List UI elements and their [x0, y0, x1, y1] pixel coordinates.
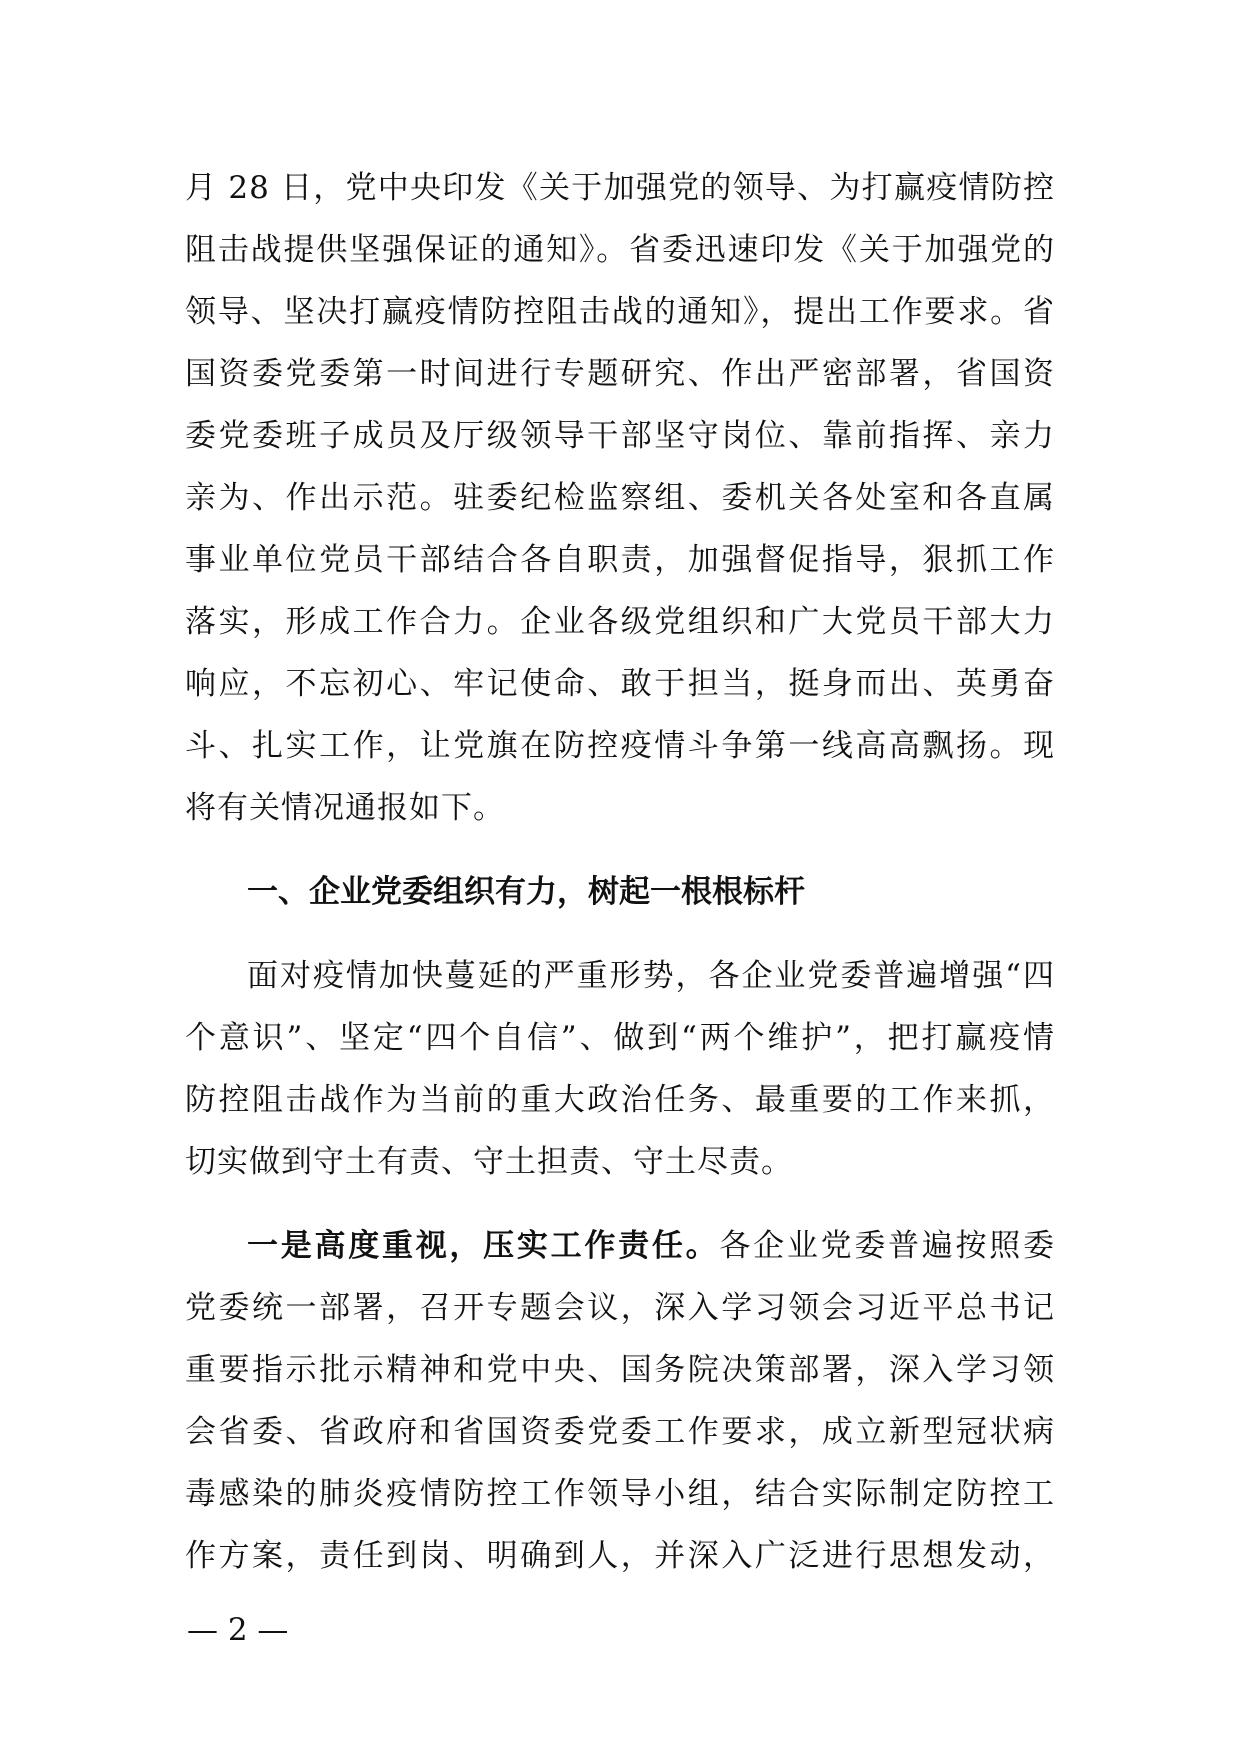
document-body	[185, 157, 1055, 1609]
paragraph-point-one	[185, 1215, 1055, 1587]
page-number: — 2 —	[187, 1612, 289, 1648]
text-line: 亲为、作出示范。驻委纪检监察组、委机关各处室和各直属	[185, 480, 1055, 516]
text-line: 将有关情况通报如下。	[185, 790, 505, 826]
paragraph-situation	[185, 945, 1055, 1193]
text-line: 毒感染的肺炎疫情防控工作领导小组，结合实际制定防控工	[185, 1476, 1055, 1512]
text-line: 个意识”、坚定“四个自信”、做到“两个维护”，把打赢疫情	[185, 1020, 1055, 1056]
text-line: 委党委班子成员及厅级领导干部坚守岗位、靠前指挥、亲力	[185, 418, 1055, 454]
text-line: 会省委、省政府和省国资委党委工作要求，成立新型冠状病	[185, 1414, 1055, 1450]
section-heading: 一、企业党委组织有力，树起一根根标杆	[247, 874, 805, 910]
text-line: 落实，形成工作合力。企业各级党组织和广大党员干部大力	[185, 604, 1055, 640]
text-line: 月 28 日，党中央印发《关于加强党的领导、为打赢疫情防控	[185, 170, 1055, 206]
text-line: 面对疫情加快蔓延的严重形势，各企业党委普遍增强“四	[247, 958, 1055, 994]
point-text: 各企业党委普遍按照委	[719, 1228, 1056, 1264]
text-line: 阻击战提供坚强保证的通知》。省委迅速印发《关于加强党的	[185, 232, 1055, 268]
text-line: 事业单位党员干部结合各自职责，加强督促指导，狠抓工作	[185, 542, 1055, 578]
text-line: 切实做到守土有责、守土担责、守土尽责。	[185, 1144, 793, 1180]
text-line	[185, 1215, 1055, 1277]
point-lead: 一是高度重视，压实工作责任。	[247, 1228, 720, 1264]
text-line: 重要指示批示精神和党中央、国务院决策部署，深入学习领	[185, 1352, 1055, 1388]
text-line: 响应，不忘初心、牢记使命、敢于担当，挺身而出、英勇奋	[185, 666, 1055, 702]
paragraph-intro	[185, 157, 1055, 839]
text-line: 领导、坚决打赢疫情防控阻击战的通知》，提出工作要求。省	[185, 294, 1055, 330]
text-line: 作方案，责任到岗、明确到人，并深入广泛进行思想发动，	[185, 1538, 1055, 1574]
text-line: 防控阻击战作为当前的重大政治任务、最重要的工作来抓，	[185, 1082, 1055, 1118]
text-line: 斗、扎实工作，让党旗在防控疫情斗争第一线高高飘扬。现	[185, 728, 1055, 764]
text-line: 党委统一部署，召开专题会议，深入学习领会习近平总书记	[185, 1290, 1055, 1326]
text-line: 国资委党委第一时间进行专题研究、作出严密部署，省国资	[185, 356, 1055, 392]
